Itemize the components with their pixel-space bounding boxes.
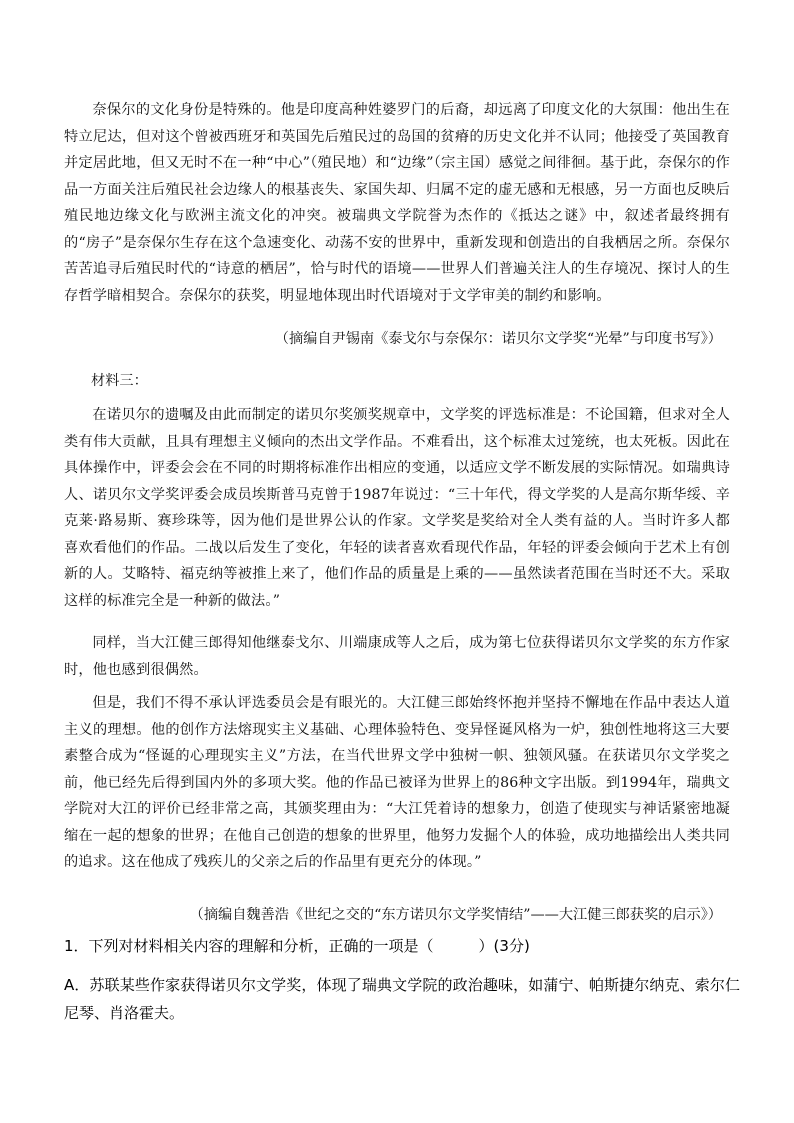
question-1-option-a: A．苏联某些作家获得诺贝尔文学奖，体现了瑞典文学院的政治趣味，如蒲宁、帕斯捷尔纳克、索尔仁尼琴、肖洛霍夫。 [64, 976, 740, 1022]
material3-paragraph-1: 在诺贝尔的遗嘱及由此而制定的诺贝尔奖颁奖规章中，文学奖的评选标准是：不论国籍，但求对全人类有伟大贡献，且具有理想主义倾向的杰出文学作品。不难看出，这个标准太过笼统，也太死板。因此在具体操作中，评委会会在不同的时期将标准作出相应的变通，以适应文学不断发展的实际情况。如瑞典诗人、诺贝尔文学奖评委会成员埃斯普马克曾于1987年说过：“三十年代，得文学奖的人是高尔斯华绥、辛克莱·路易斯、赛珍珠等，因为他们是世界公认的作家。文学奖是奖给对全人类有益的人。当时许多人都喜欢看他们的作品。二战以后发生了变化，年轻的读者喜欢看现代作品，年轻的评委会倾向于艺术上有创新的人。艾略特、福克纳等被推上来了，他们作品的质量是上乘的——虽然读者范围在当时还不大。采取这样的标准完全是一种新的做法。” [64, 407, 730, 609]
material3-paragraph-2: 同样，当大江健三郎得知他继泰戈尔、川端康成等人之后，成为第七位获得诺贝尔文学奖的东方作家时，他也感到很偶然。 [64, 635, 730, 678]
material3-paragraph-3: 但是，我们不得不承认评选委员会是有眼光的。大江健三郎始终怀抱并坚持不懈地在作品中表达人道主义的理想。他的创作方法熔现实主义基础、心理体验特色、变异怪诞风格为一炉，独创性地将这三大要素整合成为“怪诞的心理现实主义”方法，在当代世界文学中独树一帜、独领风骚。在获诺贝尔文学奖之前，他已经先后得到国内外的多项大奖。他的作品已被译为世界上的86种文字出版。到1994年，瑞典文学院对大江的评价已经非常之高，其颁奖理由为：“大江凭着诗的想象力，创造了使现实与神话紧密地凝缩在一起的想象的世界；在他自己创造的想象的世界里，他努力发掘个人的体验，成功地描绘出人类共同的追求。这在他成了残疾儿的父亲之后的作品里有更充分的体现。” [64, 695, 730, 870]
material2-source: （摘编自尹锡南《泰戈尔与奈保尔：诺贝尔文学奖“光晕”与印度书写》） [274, 331, 722, 347]
question-1-stem: 1．下列对材料相关内容的理解和分析，正确的一项是（ ）(3分) [64, 937, 530, 955]
material2-paragraph: 奈保尔的文化身份是特殊的。他是印度高种姓婆罗门的后裔，却远离了印度文化的大氛围：他出生在特立尼达，但对这个曾被西班牙和英国先后殖民过的岛国的贫瘠的历史文化并不认同；他接受了英国教育并定居此地，但又无时不在一种“中心”（殖民地）和“边缘”（宗主国）感觉之间徘徊。基于此，奈保尔的作品一方面关注后殖民社会边缘人的根基丧失、家国失却、归属不定的虚无感和无根感，另一方面也反映后殖民地边缘文化与欧洲主流文化的冲突。被瑞典文学院誉为杰作的《抵达之谜》中，叙述者最终拥有的“房子”是奈保尔生存在这个急速变化、动荡不安的世界中，重新发现和创造出的自我栖居之所。奈保尔苦苦追寻后殖民时代的“诗意的栖居”，恰与时代的语境——世界人们普遍关注人的生存境况、探讨人的生存哲学暗相契合。奈保尔的获奖，明显地体现出时代语境对于文学审美的制约和影响。 [64, 102, 730, 304]
material3-heading: 材料三： [91, 373, 148, 389]
material3-source: （摘编自魏善浩《世纪之交的“东方诺贝尔文学奖情结”——大江健三郎获奖的启示》） [189, 907, 722, 923]
